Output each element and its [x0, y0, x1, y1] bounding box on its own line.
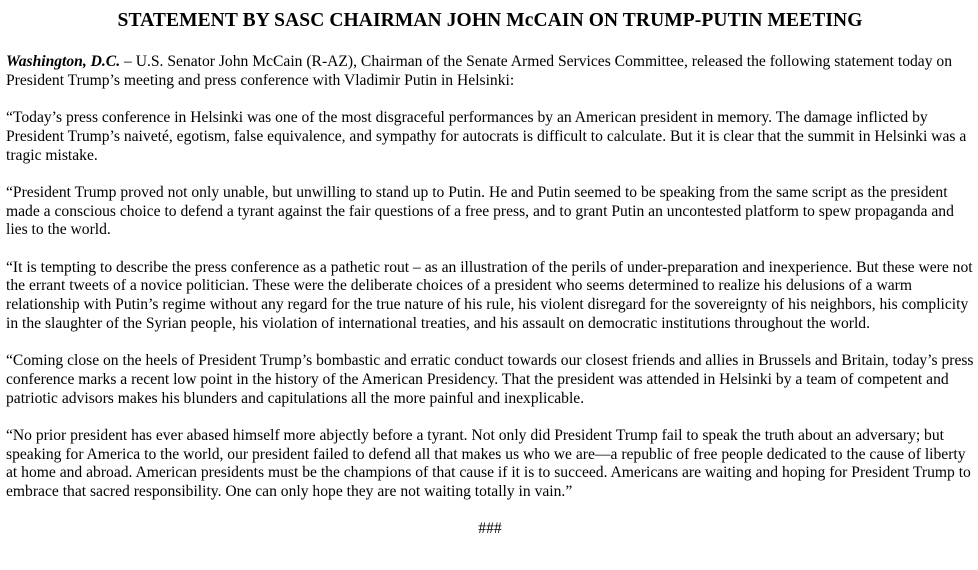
- dateline: Washington, D.C.: [6, 53, 121, 70]
- quote-paragraph-4: “Coming close on the heels of President Trump’s bombastic and erratic conduct towards our closest friends and allies in Brussels and Britain, today’s press conference marks a recent low point in the history of the American Presidency. That the president was attended in Helsinki by a team of competent and patriotic advisors makes his blunders and capitulations all the more painful and inexplicable.: [6, 352, 974, 407]
- intro-text: – U.S. Senator John McCain (R-AZ), Chairman of the Senate Armed Services Committee, released the following statement today on President Trump’s meeting and press conference with Vladimir Putin in Helsinki:: [6, 53, 953, 89]
- intro-paragraph: [6, 53, 974, 91]
- quote-paragraph-5: “No prior president has ever abased himself more abjectly before a tyrant. Not only did President Trump fail to speak the truth about an adversary; but speaking for America to the world, our president failed to defend all that makes us who we are—a republic of free people dedicated to the cause of liberty at home and abroad. American presidents must be the champions of that cause if it is to succeed. Americans are waiting and hoping for President Trump to embrace that sacred responsibility. One can only hope they are not waiting totally in vain.”: [6, 426, 971, 500]
- page-title: STATEMENT BY SASC CHAIRMAN JOHN McCAIN ON TRUMP-PUTIN MEETING: [117, 10, 863, 31]
- press-release: [6, 10, 974, 538]
- end-mark: ###: [478, 520, 502, 538]
- quote-paragraph-3: “It is tempting to describe the press conference as a pathetic rout – as an illustration of the perils of under-preparation and inexperience. But these were not the errant tweets of a novice politician. These were the deliberate choices of a president who seems determined to realize his delusions of a warm relationship with Putin’s regime without any regard for the true nature of his rule, his violent disregard for the sovereignty of his neighbors, his complicity in the slaughter of the Syrian people, his violation of international treaties, and his assault on democratic institutions throughout the world.: [6, 258, 973, 332]
- quote-paragraph-2: “President Trump proved not only unable, but unwilling to stand up to Putin. He and Putin seemed to be speaking from the same script as the president made a conscious choice to defend a tyrant against the fair questions of a free press, and to grant Putin an uncontested platform to spew propaganda and lies to the world.: [6, 183, 954, 239]
- quote-paragraph-1: “Today’s press conference in Helsinki was one of the most disgraceful performances by an American president in memory. The damage inflicted by President Trump’s naiveté, egotism, false equivalence, and sympathy for autocrats is difficult to calculate. But it is clear that the summit in Helsinki was a tragic mistake.: [6, 109, 967, 164]
